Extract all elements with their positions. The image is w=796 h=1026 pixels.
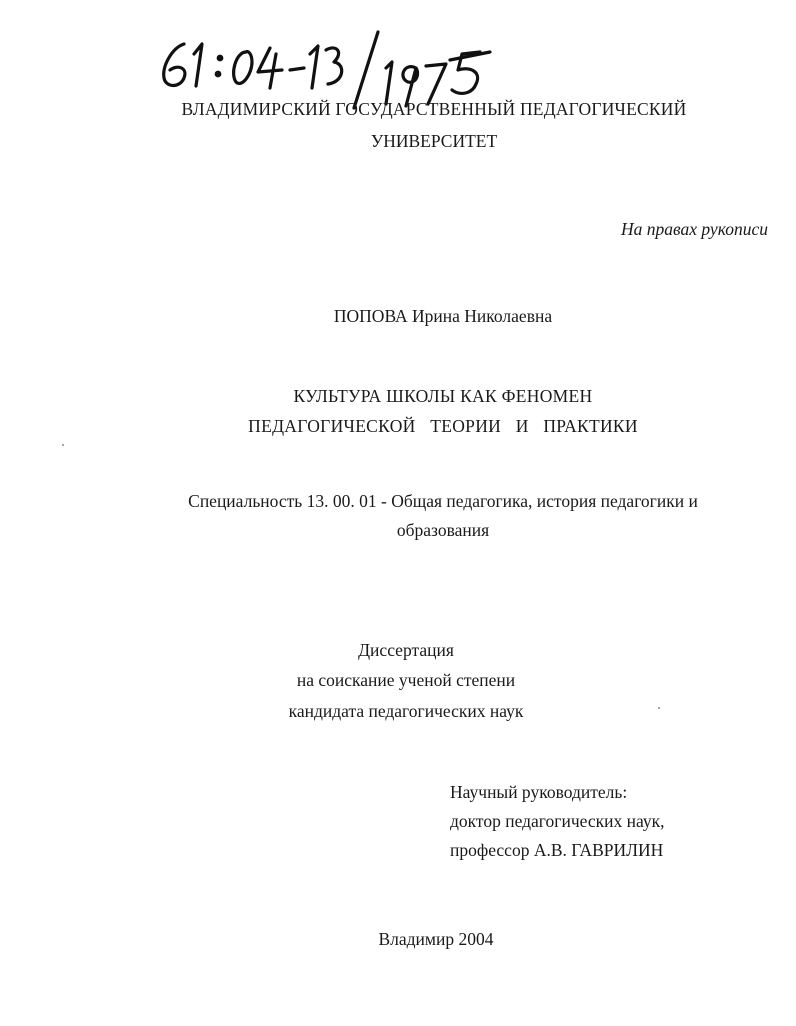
- specialty-line2: образования: [396, 520, 490, 540]
- dissertation-type-line1: Диссертация: [358, 640, 454, 660]
- dissertation-title-line2: ПЕДАГОГИЧЕСКОЙ ТЕОРИИ И ПРАКТИКИ: [248, 416, 638, 436]
- city-and-year: Владимир 2004: [378, 929, 494, 949]
- supervisor-label: Научный руководитель:: [450, 782, 628, 802]
- dissertation-title-line1: КУЛЬТУРА ШКОЛЫ КАК ФЕНОМЕН: [293, 386, 593, 406]
- dissertation-type-line2: на соискание ученой степени: [296, 670, 516, 690]
- author-name: ПОПОВА Ирина Николаевна: [333, 306, 553, 326]
- specialty-line1: Специальность 13. 00. 01 - Общая педагогика, история педагогики и: [188, 491, 698, 511]
- scan-speck: [658, 707, 660, 709]
- manuscript-rights-note: На правах рукописи: [621, 219, 768, 239]
- supervisor-degree: доктор педагогических наук,: [450, 811, 665, 831]
- university-name-line2: УНИВЕРСИТЕТ: [370, 131, 498, 151]
- scan-speck: [62, 444, 64, 446]
- university-name-line1: ВЛАДИМИРСКИЙ ГОСУДАРСТВЕННЫЙ ПЕДАГОГИЧЕСКИЙ: [181, 99, 687, 119]
- supervisor-name: профессор А.В. ГАВРИЛИН: [450, 840, 664, 860]
- dissertation-type-line3: кандидата педагогических наук: [288, 701, 524, 721]
